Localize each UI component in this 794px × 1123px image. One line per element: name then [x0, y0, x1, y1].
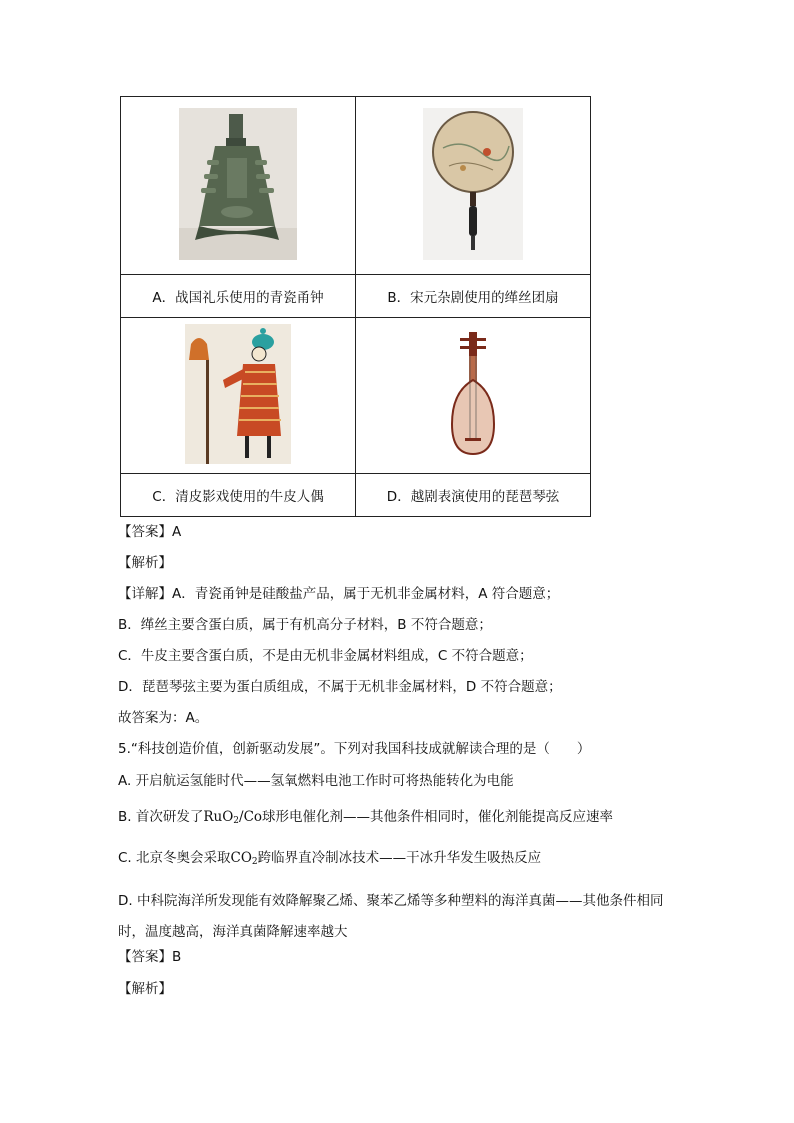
- q4-conclusion: 故答案为：A。: [118, 710, 209, 726]
- q5-option-b: [118, 808, 613, 830]
- q5-option-c-formula: $CO_2$: [230, 850, 258, 867]
- q5-option-c-prefix: C. 北京冬奥会采取: [118, 850, 231, 866]
- q4-analysis-heading: 【解析】: [118, 555, 172, 571]
- q5-stem: 5.“科技创造价值，创新驱动发展”。下列对我国科技成就解读合理的是（ ）: [118, 741, 591, 757]
- option-d-caption: D．越剧表演使用的琵琶琴弦: [356, 474, 591, 517]
- silk-fan-image: [423, 108, 523, 260]
- q4-detail-d: D．琵琶琴弦主要为蛋白质组成，不属于无机非金属材料，D 不符合题意；: [118, 679, 562, 695]
- q4-detail-a: 【详解】A．青瓷甬钟是硅酸盐产品，属于无机非金属材料，A 符合题意；: [118, 586, 560, 602]
- q5-option-c: [118, 849, 541, 871]
- options-table: [120, 96, 591, 517]
- option-b-image-cell: [356, 97, 591, 275]
- q4-answer: 【答案】A: [118, 524, 182, 540]
- bronze-bell-image: [179, 108, 297, 260]
- q4-detail-c: C．牛皮主要含蛋白质，不是由无机非金属材料组成，C 不符合题意；: [118, 648, 533, 664]
- q5-option-b-suffix: 球形电催化剂——其他条件相同时，催化剂能提高反应速率: [262, 809, 614, 825]
- q5-analysis-heading: 【解析】: [118, 981, 172, 997]
- shadow-puppet-image: [185, 324, 291, 464]
- q5-option-d: D. 中科院海洋所发现能有效降解聚乙烯、聚苯乙烯等多种塑料的海洋真菌——其他条件相同时，温度越高，海洋真菌降解速率越大: [118, 893, 664, 940]
- option-b-caption: B．宋元杂剧使用的缂丝团扇: [356, 275, 591, 318]
- q5-answer: 【答案】B: [118, 949, 182, 965]
- option-d-image-cell: [356, 318, 591, 474]
- q5-option-b-prefix: B. 首次研发了: [118, 809, 204, 825]
- q5-option-a: A. 开启航运氢能时代——氢氧燃料电池工作时可将热能转化为电能: [118, 773, 514, 789]
- option-a-image-cell: [121, 97, 356, 275]
- option-a-caption: A．战国礼乐使用的青瓷甬钟: [121, 275, 356, 318]
- q4-detail-b: B．缂丝主要含蛋白质，属于有机高分子材料，B 不符合题意；: [118, 617, 492, 633]
- option-c-caption: C．清皮影戏使用的牛皮人偶: [121, 474, 356, 517]
- q5-option-b-formula: RuO$_2$/Co: [203, 809, 263, 826]
- q5-option-c-suffix: 跨临界直冷制冰技术——干冰升华发生吸热反应: [257, 850, 542, 866]
- pipa-image: [448, 332, 498, 456]
- option-c-image-cell: [121, 318, 356, 474]
